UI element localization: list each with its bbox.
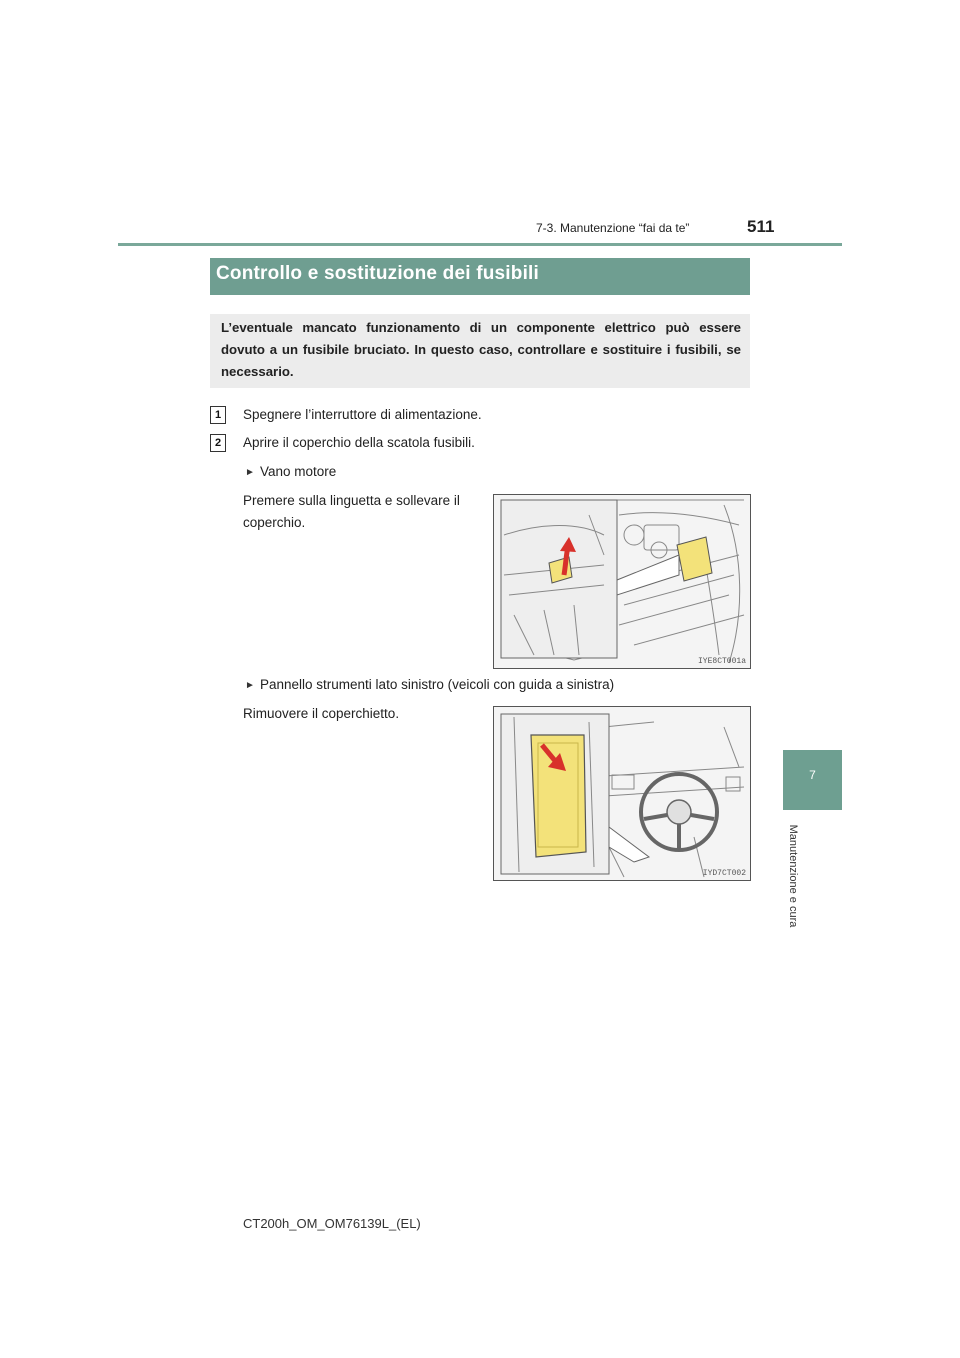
page-number: 511 bbox=[747, 217, 775, 236]
step-number-1: 1 bbox=[210, 406, 226, 424]
bullet-text-panel: Pannello strumenti lato sinistro (veicoli con guida a sinistra) bbox=[260, 677, 615, 692]
instruction-panel: Rimuovere il coperchietto. bbox=[243, 706, 400, 721]
bullet-text-engine: Vano motore bbox=[260, 464, 337, 479]
bullet-icon: ► bbox=[245, 467, 255, 478]
chapter-number: 7 bbox=[809, 768, 816, 782]
page-title: Controllo e sostituzione dei fusibili bbox=[216, 263, 540, 284]
step-number-2: 2 bbox=[210, 434, 226, 452]
bullet-icon: ► bbox=[245, 680, 255, 691]
step-text-1: Spegnere l’interruttore di alimentazione. bbox=[243, 407, 482, 422]
chapter-label: Manutenzione e cura bbox=[787, 824, 799, 928]
header-rule bbox=[118, 243, 842, 246]
instrument-panel-illustration bbox=[494, 707, 750, 880]
figure-engine-compartment bbox=[493, 494, 751, 669]
section-header: 7-3. Manutenzione “fai da te” bbox=[536, 221, 690, 235]
step-text-2: Aprire il coperchio della scatola fusibili. bbox=[243, 435, 475, 450]
engine-illustration bbox=[494, 495, 750, 668]
instruction-engine: Premere sulla linguetta e sollevare il coperchio. bbox=[243, 493, 460, 530]
figure-instrument-panel bbox=[493, 706, 751, 881]
document-footer: CT200h_OM_OM76139L_(EL) bbox=[243, 1216, 421, 1231]
figure-code-engine: IYE8CT001a bbox=[697, 657, 746, 666]
intro-text: L’eventuale mancato funzionamento di un componente elettrico può essere dovuto a un fusibile bruciato. In questo caso, controllare e sostituire i fusibili, se necessario. bbox=[221, 320, 741, 379]
figure-code-panel: IYD7CT002 bbox=[702, 869, 746, 878]
